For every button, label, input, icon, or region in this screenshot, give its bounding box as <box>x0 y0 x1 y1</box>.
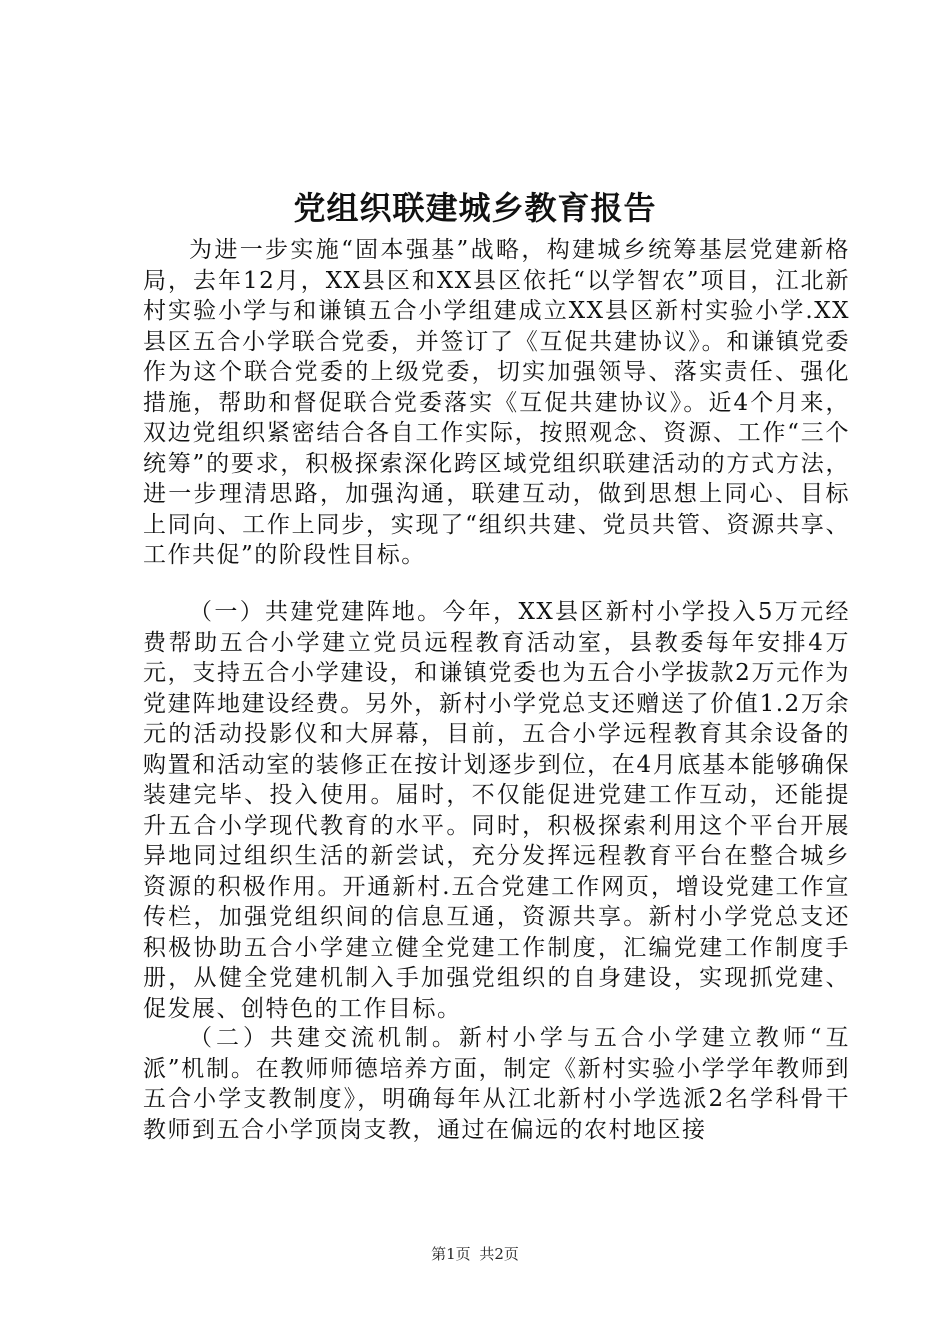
paragraph-section-2: （二）共建交流机制。新村小学与五合小学建立教师“互派”机制。在教师师德培养方面，制定《新村实验小学学年教师到五合小学支教制度》，明确每年从江北新村小学选派2名学科骨干教师到五合小学顶岗支教，通过在偏远的农村地区接 <box>143 1025 850 1143</box>
paragraph-intro: 为进一步实施“固本强基”战略，构建城乡统筹基层党建新格局，去年12月，XX县区和XX县区依托“以学智农”项目，江北新村实验小学与和谦镇五合小学组建成立XX县区新村实验小学.XX县区五合小学联合党委，并签订了《互促共建协议》。和谦镇党委作为这个联合党委的上级党委，切实加强领导、落实责任、强化措施，帮助和督促联合党委落实《互促共建协议》。近4个月来，双边党组织紧密结合各自工作实际，按照观念、资源、工作“三个统筹”的要求，积极探索深化跨区域党组织联建活动的方式方法，进一步理清思路，加强沟通，联建互动，做到思想上同心、目标上同向、工作上同步，实现了“组织共建、党员共管、资源共享、工作共促”的阶段性目标。 <box>143 237 850 568</box>
page-footer <box>0 1244 950 1264</box>
page-number: 第1页 <box>431 1245 471 1263</box>
page-total: 共2页 <box>479 1245 519 1263</box>
document-title: 党组织联建城乡教育报告 <box>293 189 657 227</box>
paragraph-section-1: （一）共建党建阵地。今年，XX县区新村小学投入5万元经费帮助五合小学建立党员远程教育活动室，县教委每年安排4万元，支持五合小学建设，和谦镇党委也为五合小学拔款2万元作为党建阵地建设经费。另外，新村小学党总支还赠送了价值1.2万余元的活动投影仪和大屏幕，目前，五合小学远程教育其余设备的购置和活动室的装修正在按计划逐步到位，在4月底基本能够确保装建完毕、投入使用。届时，不仅能促进党建工作互动，还能提升五合小学现代教育的水平。同时，积极探索利用这个平台开展异地同过组织生活的新尝试，充分发挥远程教育平台在整合城乡资源的积极作用。开通新村.五合党建工作网页，增设党建工作宣传栏，加强党组织间的信息互通，资源共享。新村小学党总支还积极协助五合小学建立健全党建工作制度，汇编党建工作制度手册，从健全党建机制入手加强党组织的自身建设，实现抓党建、促发展、创特色的工作目标。 <box>143 599 850 1022</box>
